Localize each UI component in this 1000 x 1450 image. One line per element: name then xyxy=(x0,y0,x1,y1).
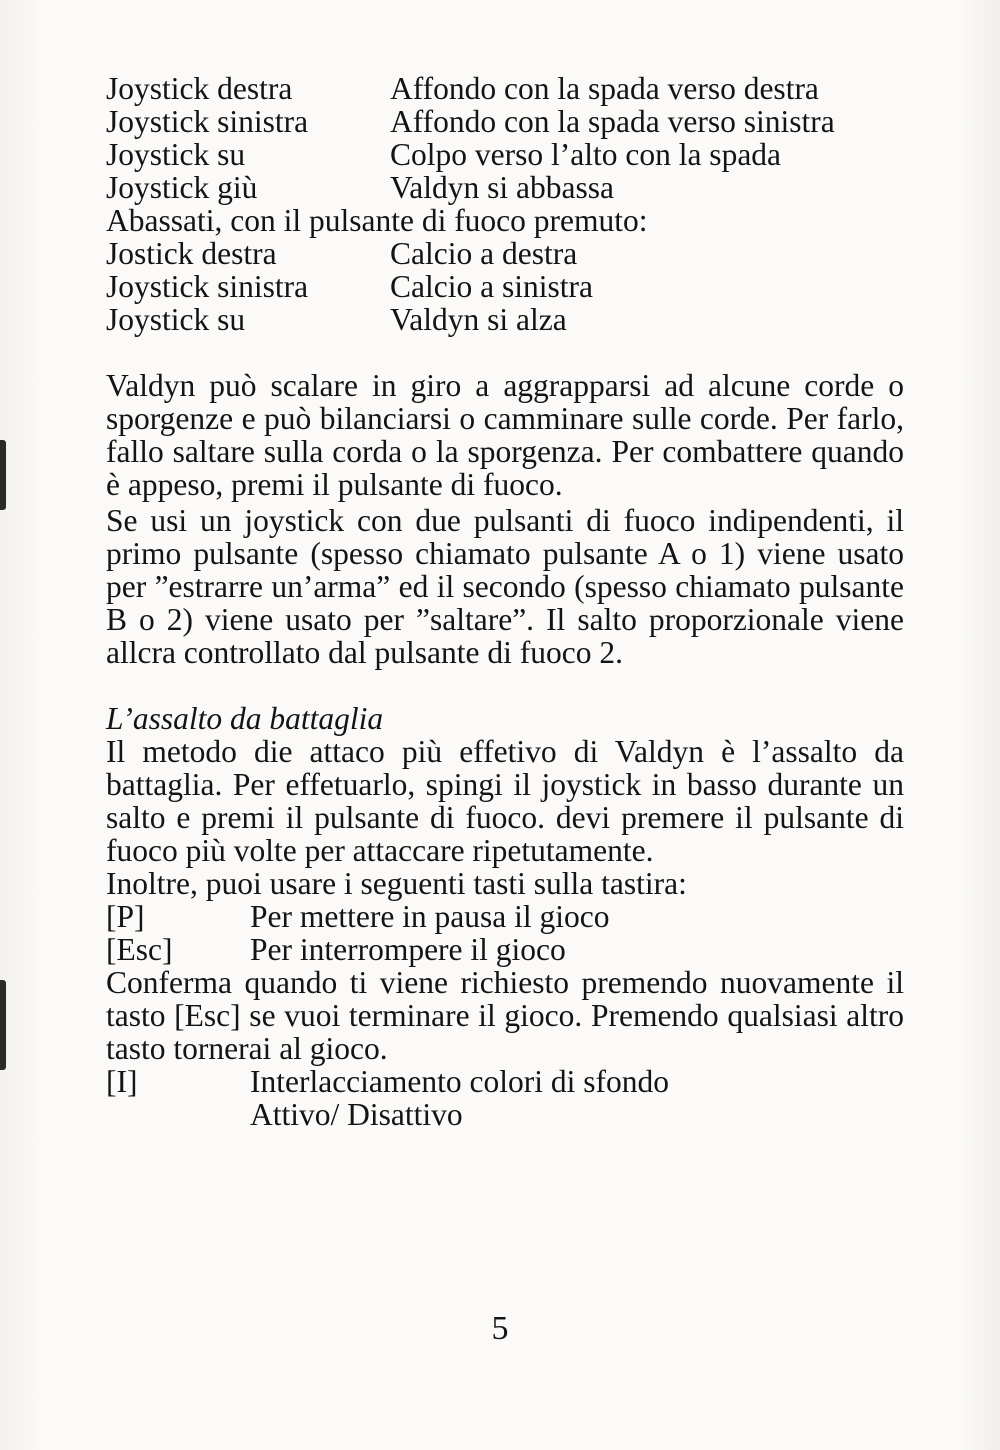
page-edge-mark xyxy=(0,980,6,1070)
key-action: Per mettere in pausa il gioco xyxy=(250,899,610,934)
control-action: Affondo con la spada verso destra xyxy=(390,71,819,106)
control-row xyxy=(106,105,904,138)
control-row xyxy=(106,171,904,204)
control-row xyxy=(106,72,904,105)
control-action: Affondo con la spada verso sinistra xyxy=(390,104,835,139)
control-input: Joystick sinistra xyxy=(106,269,309,304)
page-edge-mark xyxy=(0,440,6,510)
key-name: [Esc] xyxy=(106,932,173,967)
crouch-control-row xyxy=(106,270,904,303)
key-row xyxy=(106,900,904,933)
control-input: Joystick su xyxy=(106,302,246,337)
page-content xyxy=(106,72,904,1131)
crouch-control-row xyxy=(106,303,904,336)
crouch-intro: Abassati, con il pulsante di fuoco premuto: xyxy=(106,203,648,238)
key-name: [P] xyxy=(106,899,145,934)
paragraph-confirm: Conferma quando ti viene richiesto premendo nuovamente il tasto [Esc] se vuoi terminare il gioco. Premendo qualsiasi altro tasto tornerai al gioco. xyxy=(106,965,904,1066)
page-number: 5 xyxy=(491,1310,509,1347)
control-action: Valdyn si alza xyxy=(390,302,567,337)
control-row xyxy=(106,138,904,171)
key-action: Interlacciamento colori di sfondo Attivo/ Disattivo xyxy=(250,1064,669,1132)
key-name: [I] xyxy=(106,1064,138,1099)
control-input: Joystick sinistra xyxy=(106,104,309,139)
paragraph-battle-assault: Il metodo die attaco più effetivo di Valdyn è l’assalto da battaglia. Per effetuarlo, spingi il joystick in basso durante un salto e premi il pulsante di fuoco. devi premere il pulsante di fuoco più volte per attaccare ripetutamente. xyxy=(106,734,904,868)
control-input: Jostick destra xyxy=(106,236,277,271)
key-action: Per interrompere il gioco xyxy=(250,932,566,967)
key-row xyxy=(106,1065,904,1131)
control-action: Colpo verso l’alto con la spada xyxy=(390,137,782,172)
control-input: Joystick giù xyxy=(106,170,258,205)
paragraph-climbing: Valdyn può scalare in giro a aggrapparsi ad alcune corde o sporgenze e può bilanciarsi o camminare sulle corde. Per farlo, fallo saltare sulla corda o la sporgenza. Per combattere quando è appeso, premi il pulsante di fuoco. xyxy=(106,368,904,502)
key-row xyxy=(106,933,904,966)
control-input: Joystick destra xyxy=(106,71,293,106)
paragraph-two-buttons: Se usi un joystick con due pulsanti di fuoco indipendenti, il primo pulsante (spesso chiamato pulsante A o 1) viene usato per ”estrarre un’arma” ed il secondo (spesso chiamato pulsante B o 2) viene usato per ”saltare”. Il salto proporzionale viene allcra controllato dal pulsante di fuoco 2. xyxy=(106,503,904,670)
control-input: Joystick su xyxy=(106,137,246,172)
control-action: Calcio a sinistra xyxy=(390,269,593,304)
control-action: Calcio a destra xyxy=(390,236,578,271)
keys-intro: Inoltre, puoi usare i seguenti tasti sulla tastira: xyxy=(106,866,687,901)
control-action: Valdyn si abbassa xyxy=(390,170,614,205)
section-heading: L’assalto da battaglia xyxy=(106,701,384,736)
crouch-control-row xyxy=(106,237,904,270)
